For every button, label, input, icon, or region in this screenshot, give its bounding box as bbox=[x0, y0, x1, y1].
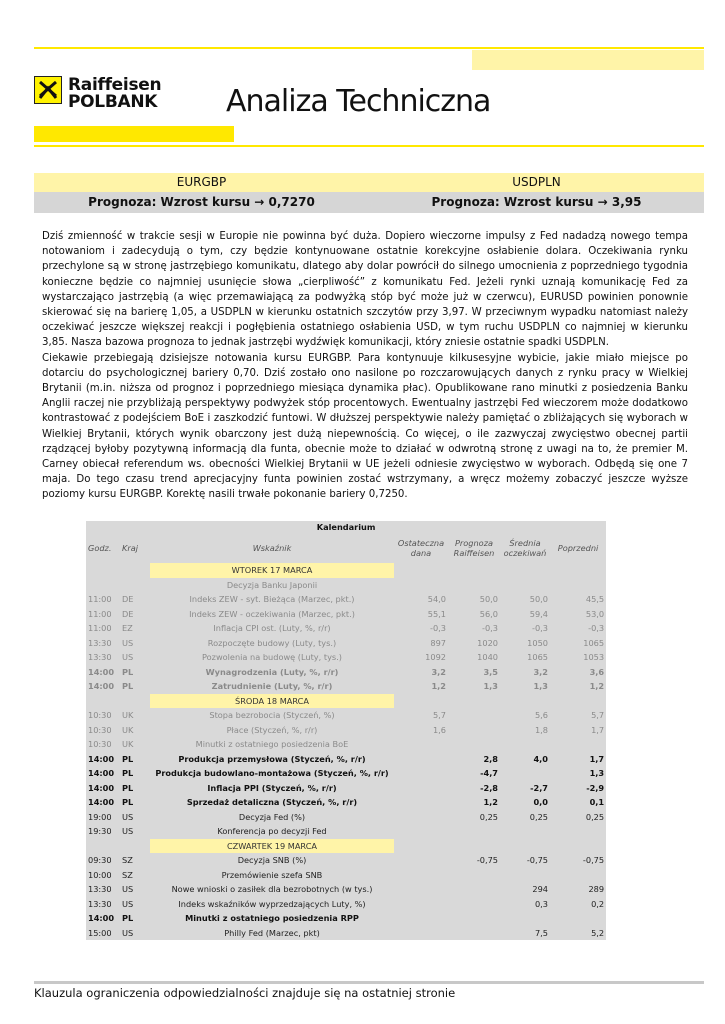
cell-indicator: Nowe wnioski o zasiłek dla bezrobotnych (w tys.) bbox=[171, 884, 373, 895]
cell-time bbox=[86, 578, 120, 593]
cell-final: 1092 bbox=[425, 652, 446, 663]
calendar-row bbox=[86, 621, 606, 636]
calendar-row bbox=[86, 679, 606, 694]
cell-previous: 1,2 bbox=[589, 681, 605, 692]
cell-final: 5,7 bbox=[432, 710, 446, 721]
cell-time: 10:30 bbox=[88, 739, 112, 750]
cell-previous: -0,3 bbox=[588, 623, 605, 634]
cell-consensus bbox=[500, 911, 550, 926]
cell-final: 1,6 bbox=[432, 724, 446, 735]
calendar-row bbox=[86, 578, 606, 593]
analysis-paragraph-usd: Dziś zmienność w trakcie sesji w Europie nie powinna być duża. Dopiero wieczorne impulsy z Fed nadadzą nowego tempa notowaniom i zadecydują o tym, czy będzie kontynuowane ostatnie korekcyjne osłabienie dolara. Oczekiwania rynku przechylone są w stronę jastrzębiego komunikatu, dlatego aby dolar powrócił do silnego umocnienia z poprzedniego tygodnia konieczne będzie co najmniej usunięcie słowa „cierpliwość” z komunikatu Fed. Jeżeli rynki uznają komunikację Fed za wystarczająco jastrzębią (a więc przemawiającą za podwyżką stóp być może już w czerwcu), EURUSD powinien ponownie skierować się na barierę 1,05, a USDPLN w kierunku ostatnich szczytów przy 3,97. W przeciwnym wypadku natomiast należy oczekiwać jeszcze większej reakcji i pogłębienia ostatniego osłabienia USD, w tym ruchu USDPLN co najmniej w kierunku 3,85. Nasza bazowa prognoza to jednak jastrzębi wydźwięk komunikacji, który zniesie ostatnie spadki USDPLN. bbox=[42, 231, 688, 349]
cell-time: 11:00 bbox=[88, 623, 112, 634]
cell-country: PL bbox=[122, 768, 134, 779]
raiffeisen-gable-cross-icon bbox=[34, 76, 62, 104]
cell-time: 14:00 bbox=[88, 782, 115, 793]
cell-raiffeisen: 50,0 bbox=[479, 594, 498, 605]
cell-raiffeisen bbox=[448, 911, 500, 926]
cell-previous: 1,7 bbox=[589, 753, 605, 764]
day-header-gap bbox=[394, 563, 606, 578]
cell-indicator: Pozwolenia na budowę (Luty, tys.) bbox=[202, 652, 342, 663]
cell-consensus bbox=[500, 824, 550, 839]
cell-consensus bbox=[500, 868, 550, 883]
calendar bbox=[86, 521, 606, 940]
cell-indicator: Konferencja po decyzji Fed bbox=[217, 826, 327, 837]
calendar-row bbox=[86, 795, 606, 810]
cell-country: PL bbox=[122, 913, 134, 924]
cell-country: SZ bbox=[122, 869, 133, 880]
cell-raiffeisen: 2,8 bbox=[483, 753, 498, 764]
cell-previous: 1,3 bbox=[589, 768, 605, 779]
cell-indicator: Inflacja PPI (Styczeń, %, r/r) bbox=[207, 782, 337, 793]
cell-indicator: Minutki z ostatniego posiedzenia RPP bbox=[185, 913, 359, 924]
calendar-row bbox=[86, 592, 606, 607]
header-left-bar bbox=[34, 126, 234, 142]
cell-time: 13:30 bbox=[88, 637, 112, 648]
cell-time: 13:30 bbox=[88, 898, 112, 909]
cell-previous: -0,75 bbox=[582, 855, 605, 866]
cell-final bbox=[394, 795, 448, 810]
cell-raiffeisen bbox=[448, 578, 500, 593]
cell-previous bbox=[550, 578, 606, 593]
cell-raiffeisen bbox=[448, 737, 500, 752]
calendar-row bbox=[86, 810, 606, 825]
cell-previous: 0,1 bbox=[589, 797, 605, 808]
day-label: ŚRODA 18 MARCA bbox=[150, 694, 394, 709]
cell-time: 14:00 bbox=[88, 797, 115, 808]
cell-indicator: Rozpoczęte budowy (Luty, tys.) bbox=[207, 637, 337, 648]
cell-time: 13:30 bbox=[88, 884, 112, 895]
cell-consensus: -0,3 bbox=[532, 623, 548, 634]
cell-indicator: Produkcja przemysłowa (Styczeń, %, r/r) bbox=[178, 753, 366, 764]
cell-indicator: Wynagrodzenia (Luty, %, r/r) bbox=[205, 666, 339, 677]
calendar-row bbox=[86, 636, 606, 651]
calendar-row bbox=[86, 781, 606, 796]
cell-raiffeisen bbox=[448, 723, 500, 738]
calendar-row bbox=[86, 766, 606, 781]
cell-indicator: Decyzja Banku Japonii bbox=[226, 579, 318, 590]
calendar-row bbox=[86, 853, 606, 868]
cell-time: 10:30 bbox=[88, 710, 112, 721]
cell-indicator: Sprzedaż detaliczna (Styczeń, %, r/r) bbox=[186, 797, 358, 808]
cell-previous: -2,9 bbox=[586, 782, 605, 793]
calendar-row bbox=[86, 897, 606, 912]
cell-country: PL bbox=[122, 666, 134, 677]
cell-consensus: 0,0 bbox=[533, 797, 548, 808]
cell-final bbox=[394, 737, 448, 752]
forecast-values-row bbox=[34, 192, 704, 213]
cell-previous: 289 bbox=[588, 884, 605, 895]
cell-final bbox=[394, 897, 448, 912]
cell-consensus: 294 bbox=[532, 884, 548, 895]
cell-final: 3,2 bbox=[431, 666, 446, 677]
day-header-gap bbox=[394, 694, 606, 709]
calendar-row bbox=[86, 650, 606, 665]
cell-indicator: Philly Fed (Marzec, pkt) bbox=[224, 927, 320, 938]
cell-indicator: Decyzja Fed (%) bbox=[238, 811, 306, 822]
cell-previous: 1065 bbox=[583, 637, 605, 648]
cell-country: US bbox=[122, 652, 134, 663]
cell-consensus bbox=[500, 737, 550, 752]
cell-previous bbox=[550, 824, 606, 839]
header-top-rule bbox=[34, 47, 704, 49]
cell-consensus: -2,7 bbox=[530, 782, 548, 793]
calendar-table bbox=[86, 521, 606, 940]
header-accent-block bbox=[472, 50, 704, 70]
cell-time: 14:00 bbox=[88, 666, 115, 677]
cell-country: SZ bbox=[122, 855, 133, 866]
cell-raiffeisen bbox=[448, 926, 500, 941]
cell-country: DE bbox=[122, 608, 134, 619]
cell-raiffeisen bbox=[448, 708, 500, 723]
cell-indicator: Produkcja budowlano-montażowa (Styczeń, %, r/r) bbox=[155, 768, 389, 779]
cell-indicator: Minutki z ostatniego posiedzenia BoE bbox=[195, 739, 349, 750]
forecast-pairs-row bbox=[34, 173, 704, 192]
cell-consensus: 3,2 bbox=[533, 666, 548, 677]
cell-final bbox=[394, 882, 448, 897]
cell-previous: 3,6 bbox=[589, 666, 605, 677]
cell-time: 09:30 bbox=[88, 855, 112, 866]
cell-consensus: 1,8 bbox=[534, 724, 548, 735]
cell-consensus bbox=[500, 578, 550, 593]
cell-raiffeisen: -0,75 bbox=[476, 855, 498, 866]
cell-country: PL bbox=[122, 782, 134, 793]
header-bottom-rule bbox=[34, 145, 704, 147]
cell-country: US bbox=[122, 927, 134, 938]
forecast-eurgbp: Prognoza: Wzrost kursu → 0,7270 bbox=[88, 195, 315, 209]
cell-previous: 45,5 bbox=[585, 594, 605, 605]
cell-consensus: 4,0 bbox=[533, 753, 548, 764]
forecast-box bbox=[34, 173, 704, 213]
cell-country: US bbox=[122, 884, 134, 895]
col-time: Godz. bbox=[88, 543, 112, 553]
calendar-row bbox=[86, 911, 606, 926]
calendar-row bbox=[86, 926, 606, 941]
analysis-text bbox=[42, 229, 688, 503]
cell-previous bbox=[550, 737, 606, 752]
cell-raiffeisen: 0,25 bbox=[479, 811, 498, 822]
cell-final: 1,2 bbox=[431, 681, 446, 692]
calendar-row bbox=[86, 882, 606, 897]
brand-logo bbox=[34, 76, 194, 116]
cell-indicator: Indeks wskaźników wyprzedzających Luty, %) bbox=[178, 898, 366, 909]
cell-final bbox=[394, 578, 448, 593]
cell-previous: 53,0 bbox=[585, 608, 605, 619]
analysis-paragraph-eurgbp: Ciekawie przebiegają dzisiejsze notowania kursu EURGBP. Para kontynuuje kilkusesyjne wybicie, jakie miało miejsce po dotarciu do psychologicznej bariery 0,70. Dziś zostało ono nasilone po rozczarowujących danych z rynku pracy w Wielkiej Brytanii (m.in. niższa od prognoz i poprzedniego miesiąca dynamika płac). Opublikowane rano minutki z posiedzenia Banku Anglii raczej nie przybliżają perspektywy podwyżek stóp procentowych. Ewentualny jastrzębi Fed wieczorem może dodatkowo kontrastować z podejściem BoE i zaszkodzić funtowi. W dłuższej perspektywie należy pamiętać o zbliżających się wyborach w Wielkiej Brytanii, których wynik obarczony jest dużą niepewnością. Co więcej, o ile zazwyczaj zwycięstwo obecnej partii rządzącej byłoby pozytywną informacją dla funta, obecnie może to działać w odwrotną stronę z uwagi na to, że premier M. Carney obiecał referendum ws. obecności Wielkiej Brytanii w UE jeżeli odniesie zwycięstwo w wyborach. Odbędą się one 7 maja. Do tego czasu trend aprecjacyjny funta powinien zostać wstrzymany, a wręcz możemy zobaczyć jeszcze wyższe poziomy kursu EURGBP. Korektę nasili trwałe pokonanie bariery 0,7250. bbox=[42, 352, 688, 501]
cell-previous bbox=[550, 911, 606, 926]
cell-final bbox=[394, 853, 448, 868]
cell-raiffeisen: -0,3 bbox=[482, 623, 498, 634]
cell-previous: 1,7 bbox=[591, 724, 605, 735]
calendar-day-header bbox=[86, 694, 606, 709]
cell-consensus: 1065 bbox=[527, 652, 548, 663]
day-label: CZWARTEK 19 MARCA bbox=[150, 839, 394, 854]
calendar-row bbox=[86, 723, 606, 738]
cell-consensus: 0,25 bbox=[529, 811, 548, 822]
cell-country: EZ bbox=[122, 623, 133, 634]
cell-country: US bbox=[122, 898, 134, 909]
cell-time: 13:30 bbox=[88, 652, 112, 663]
cell-time: 14:00 bbox=[88, 753, 115, 764]
col-raiffeisen: Prognoza Raiffeisen bbox=[453, 538, 495, 558]
cell-country: UK bbox=[122, 724, 134, 735]
cell-country: DE bbox=[122, 594, 134, 605]
cell-country bbox=[120, 578, 150, 593]
cell-raiffeisen bbox=[448, 824, 500, 839]
cell-final: 897 bbox=[430, 637, 446, 648]
cell-raiffeisen: 3,5 bbox=[483, 666, 498, 677]
cell-country: US bbox=[122, 811, 134, 822]
forecast-pair-eurgbp: EURGBP bbox=[176, 175, 227, 189]
col-final: Ostateczna dana bbox=[397, 538, 445, 558]
cell-final bbox=[394, 781, 448, 796]
cell-consensus: 59,4 bbox=[529, 608, 548, 619]
cell-raiffeisen: 1020 bbox=[477, 637, 498, 648]
cell-raiffeisen: 1,2 bbox=[483, 797, 498, 808]
day-header-gap bbox=[86, 839, 150, 854]
col-indicator: Wskaźnik bbox=[252, 543, 292, 553]
cell-final: 55,1 bbox=[427, 608, 446, 619]
cell-indicator: Przemówienie szefa SNB bbox=[221, 869, 323, 880]
cell-final bbox=[394, 810, 448, 825]
cell-raiffeisen: 1040 bbox=[477, 652, 498, 663]
cell-country: US bbox=[122, 826, 134, 837]
col-previous: Poprzedni bbox=[557, 543, 599, 553]
cell-final: -0,3 bbox=[430, 623, 446, 634]
day-header-gap bbox=[86, 563, 150, 578]
cell-country: UK bbox=[122, 739, 134, 750]
cell-country: UK bbox=[122, 710, 134, 721]
cell-time: 11:00 bbox=[88, 594, 112, 605]
col-country: Kraj bbox=[122, 543, 139, 553]
calendar-row bbox=[86, 868, 606, 883]
cell-time: 14:00 bbox=[88, 913, 115, 924]
cell-consensus: 0,3 bbox=[534, 898, 548, 909]
calendar-day-header bbox=[86, 563, 606, 578]
cell-consensus: 7,5 bbox=[534, 927, 548, 938]
cell-previous: 5,2 bbox=[591, 927, 605, 938]
calendar-row bbox=[86, 752, 606, 767]
cell-country: PL bbox=[122, 681, 134, 692]
cell-previous bbox=[550, 868, 606, 883]
cell-country: PL bbox=[122, 753, 134, 764]
calendar-row bbox=[86, 824, 606, 839]
calendar-row bbox=[86, 665, 606, 680]
cell-final bbox=[394, 824, 448, 839]
cell-consensus: 5,6 bbox=[534, 710, 548, 721]
page-title: Analiza Techniczna bbox=[226, 84, 491, 119]
cell-final bbox=[394, 926, 448, 941]
cell-previous: 1053 bbox=[583, 652, 605, 663]
calendar-day-header bbox=[86, 839, 606, 854]
cell-indicator: Inflacja CPI ost. (Luty, %, r/r) bbox=[213, 623, 331, 634]
cell-indicator: Stopa bezrobocia (Styczeń, %) bbox=[209, 710, 335, 721]
cell-previous: 0,25 bbox=[585, 811, 605, 822]
calendar-row bbox=[86, 607, 606, 622]
footer-rule bbox=[34, 981, 704, 984]
cell-consensus: 1,3 bbox=[533, 681, 548, 692]
footer-disclaimer: Klauzula ograniczenia odpowiedzialności znajduje się na ostatniej stronie bbox=[34, 986, 456, 1000]
cell-time: 19:30 bbox=[88, 826, 112, 837]
cell-consensus: -0,75 bbox=[526, 855, 548, 866]
day-label: WTOREK 17 MARCA bbox=[150, 563, 394, 578]
cell-indicator: Indeks ZEW - oczekiwania (Marzec, pkt.) bbox=[189, 608, 355, 619]
cell-indicator: Decyzja SNB (%) bbox=[237, 855, 307, 866]
cell-final bbox=[394, 766, 448, 781]
brand-name-line2: POLBANK bbox=[68, 92, 158, 112]
calendar-title: Kalendarium bbox=[316, 522, 376, 532]
cell-raiffeisen bbox=[448, 897, 500, 912]
cell-indicator: Zatrudnienie (Luty, %, r/r) bbox=[211, 681, 333, 692]
cell-country: US bbox=[122, 637, 134, 648]
cell-raiffeisen bbox=[448, 868, 500, 883]
cell-previous: 0,2 bbox=[591, 898, 605, 909]
cell-previous: 5,7 bbox=[591, 710, 605, 721]
cell-consensus: 50,0 bbox=[529, 594, 548, 605]
cell-raiffeisen: 1,3 bbox=[483, 681, 498, 692]
cell-final bbox=[394, 868, 448, 883]
cell-time: 10:30 bbox=[88, 724, 112, 735]
day-header-gap bbox=[394, 839, 606, 854]
cell-indicator: Indeks ZEW - syt. Bieżąca (Marzec, pkt.) bbox=[189, 594, 355, 605]
cell-country: PL bbox=[122, 797, 134, 808]
cell-time: 11:00 bbox=[88, 608, 112, 619]
cell-time: 19:00 bbox=[88, 811, 112, 822]
cell-consensus bbox=[500, 766, 550, 781]
cell-raiffeisen: -4,7 bbox=[480, 768, 498, 779]
calendar-row bbox=[86, 737, 606, 752]
cell-raiffeisen: -2,8 bbox=[480, 782, 498, 793]
forecast-usdpln: Prognoza: Wzrost kursu → 3,95 bbox=[431, 195, 642, 209]
cell-time: 15:00 bbox=[88, 927, 112, 938]
calendar-row bbox=[86, 708, 606, 723]
cell-time: 14:00 bbox=[88, 681, 115, 692]
brand-name-line1: Raiffeisen bbox=[68, 75, 162, 95]
cell-final bbox=[394, 752, 448, 767]
day-header-gap bbox=[86, 694, 150, 709]
cell-consensus: 1050 bbox=[527, 637, 548, 648]
cell-final bbox=[394, 911, 448, 926]
cell-indicator: Płace (Styczeń, %, r/r) bbox=[226, 724, 318, 735]
cell-raiffeisen bbox=[448, 882, 500, 897]
col-consensus: Średnia oczekiwań bbox=[503, 538, 547, 558]
cell-raiffeisen: 56,0 bbox=[479, 608, 498, 619]
cell-time: 10:00 bbox=[88, 869, 112, 880]
cell-time: 14:00 bbox=[88, 768, 115, 779]
forecast-pair-usdpln: USDPLN bbox=[512, 175, 561, 189]
cell-final: 54,0 bbox=[427, 594, 446, 605]
